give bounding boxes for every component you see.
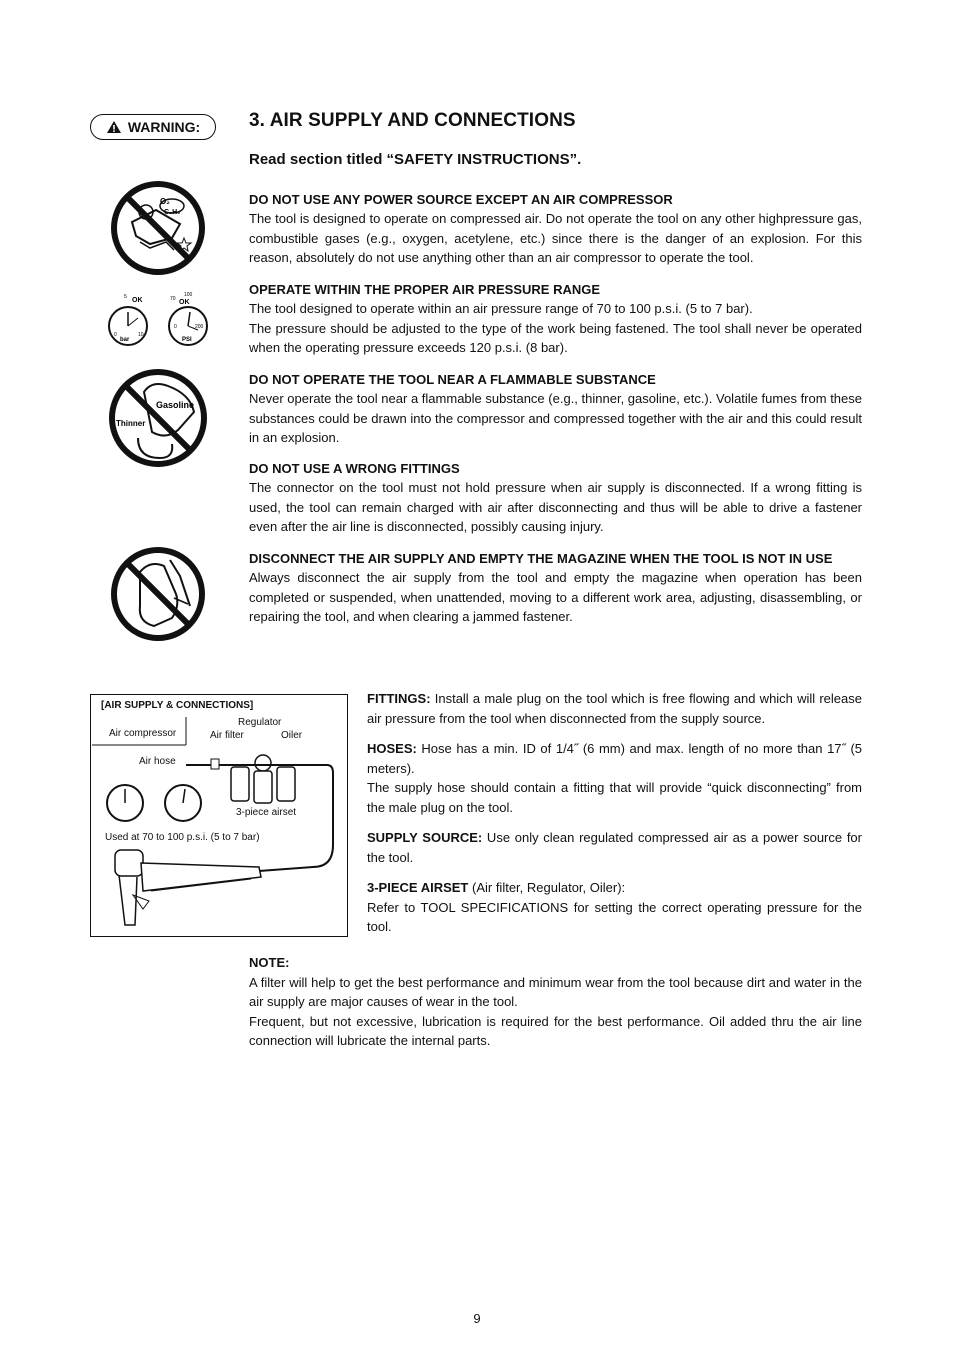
hoses-text: Hose has a min. ID of 1/4˝ (6 mm) and max. length of no more than 17˝ (5 meters). — [367, 741, 862, 776]
block-disconnect — [249, 549, 862, 627]
regulator-unit — [254, 771, 272, 803]
gauge-right-tick-70: 70 — [170, 296, 176, 302]
no-gas-prohibition-icon — [110, 180, 206, 276]
no-hand-prohibition-icon — [110, 546, 206, 642]
block-pressure-range — [249, 280, 862, 358]
block-body: The connector on the tool must not hold pressure when air supply is disconnected. If a wrong fitting is used, the tool can remain charged with air after disconnecting and thus will be able to drive a fastener even after the air line is disconnected, possibly causing injury. — [249, 480, 862, 534]
diagram-drawing — [91, 695, 347, 936]
note-paragraph-1: A filter will help to get the best performance and minimum wear from the tool because dirt and water in the air supply are major causes of wear in the tool. — [249, 974, 862, 1009]
pressure-gauges-icon — [104, 290, 214, 352]
warning-triangle-icon — [106, 120, 122, 134]
no-flammable-prohibition-icon — [108, 368, 208, 468]
supply-source-text: Use only clean regulated compressed air as a power source for the tool. — [367, 830, 862, 865]
oiler-unit — [277, 767, 295, 801]
hoses-paragraph — [367, 739, 862, 778]
supply-source-paragraph — [367, 828, 862, 867]
block-body: The tool is designed to operate on compressed air. Do not operate the tool on any other highpressure gas, combustible gases (e.g., oxygen, acetylene, etc.) since there is the danger of an explosion. For this reason, absolutely do not use anything other than an air compressor to operate the tool. — [249, 211, 862, 265]
hoses-label: HOSES: — [367, 741, 417, 756]
flammable-label-gasoline: Gasoline — [156, 400, 195, 410]
subtitle: Read section titled “SAFETY INSTRUCTIONS”. — [249, 151, 582, 168]
gas-label-c2h2: C₂H₂ — [164, 209, 181, 216]
block-body: Always disconnect the air supply from the tool and empty the magazine when operation has been completed or suspended, when unattended, moving to a different work area, adjusting, disassembling, or repairing the tool, and when clearing a jammed fastener. — [249, 570, 862, 624]
page-number: 9 — [473, 1311, 481, 1326]
airset-paragraph-2: Refer to TOOL SPECIFICATIONS for setting the correct operating pressure for the tool. — [367, 899, 862, 934]
airset-label: 3-PIECE AIRSET — [367, 880, 469, 895]
block-heading: DO NOT USE A WRONG FITTINGS — [249, 461, 460, 476]
block-heading: DO NOT OPERATE THE TOOL NEAR A FLAMMABLE SUBSTANCE — [249, 372, 656, 387]
hoses-paragraph-2: The supply hose should contain a fitting that will provide “quick disconnecting” from the male plug on the tool. — [367, 780, 862, 815]
regulator-gauge-icon — [255, 755, 271, 771]
label-oiler: Oiler — [281, 730, 303, 741]
air-filter-unit — [231, 767, 249, 801]
diagram-gauges-icon — [107, 785, 201, 821]
air-supply-details — [367, 689, 862, 948]
block-power-source — [249, 190, 862, 268]
label-used-at: Used at 70 to 100 p.s.i. (5 to 7 bar) — [105, 832, 260, 843]
gauge-right-tick-200: 200 — [195, 324, 204, 330]
gauge-left-tick-10: 10 — [138, 332, 144, 338]
warning-badge — [90, 114, 216, 140]
label-air-compressor: Air compressor — [109, 728, 177, 739]
gauge-right-unit: PSI — [182, 337, 192, 343]
block-body: Never operate the tool near a flammable substance (e.g., thinner, gasoline, etc.). Volatile fumes from these substances could be drawn into the compressor and compressed together with the air and this could result in an explosion. — [249, 391, 862, 445]
fittings-text: Install a male plug on the tool which is free flowing and which will release air pressure from the tool when disconnected from the supply source. — [367, 691, 862, 726]
fittings-paragraph — [367, 689, 862, 728]
warning-label: WARNING: — [127, 119, 201, 135]
fittings-label: FITTINGS: — [367, 691, 431, 706]
gauge-left-tick-0: 0 — [114, 332, 117, 338]
label-regulator: Regulator — [238, 717, 282, 728]
note-label: NOTE: — [249, 955, 290, 970]
gauge-left-tick-5: 5 — [124, 294, 127, 300]
supply-source-label: SUPPLY SOURCE: — [367, 830, 483, 845]
block-flammable — [249, 370, 862, 448]
note-paragraph-2: Frequent, but not excessive, lubrication is required for the best performance. Oil added thru the air line connection will lubricate the internal parts. — [249, 1013, 862, 1048]
gauge-left-ok: OK — [132, 297, 143, 304]
airset-text: (Air filter, Regulator, Oiler): — [468, 880, 626, 895]
nailer-tool-icon — [115, 850, 261, 925]
label-airset: 3-piece airset — [236, 807, 297, 818]
gauge-right-tick-100: 100 — [184, 292, 193, 298]
block-heading: DISCONNECT THE AIR SUPPLY AND EMPTY THE MAGAZINE WHEN THE TOOL IS NOT IN USE — [249, 551, 833, 566]
label-air-hose: Air hose — [139, 756, 176, 767]
block-heading: DO NOT USE ANY POWER SOURCE EXCEPT AN AIR COMPRESSOR — [249, 192, 673, 207]
block-fittings — [249, 459, 862, 537]
air-supply-diagram — [90, 694, 348, 937]
gauge-right-tick-0: 0 — [174, 324, 177, 330]
block-body: The tool designed to operate within an air pressure range of 70 to 100 p.s.i. (5 to 7 bar). — [249, 301, 753, 316]
note-section — [249, 953, 862, 1051]
block-body-2: The pressure should be adjusted to the type of the work being fastened. The tool shall never be operated when the operating pressure exceeds 120 p.s.i. (8 bar). — [249, 320, 862, 355]
gauge-right-ok: OK — [179, 299, 190, 306]
gauge-left-unit: bar — [120, 337, 130, 343]
airset-paragraph — [367, 878, 862, 898]
label-air-filter: Air filter — [210, 730, 244, 741]
section-title: 3. AIR SUPPLY AND CONNECTIONS — [249, 110, 576, 131]
block-heading: OPERATE WITHIN THE PROPER AIR PRESSURE RANGE — [249, 282, 601, 297]
flammable-label-thinner: Thinner — [116, 419, 146, 428]
diagram-caption: [AIR SUPPLY & CONNECTIONS] — [101, 700, 254, 711]
gas-label-o2: O₂ — [160, 197, 170, 206]
